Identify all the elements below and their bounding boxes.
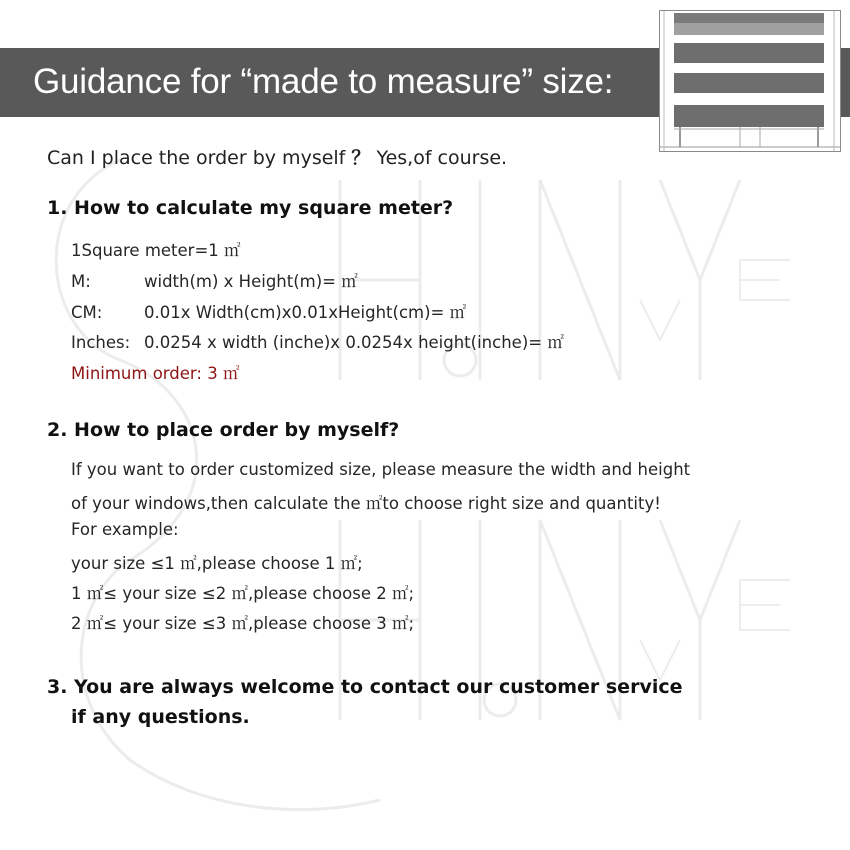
instruction-line: For example: <box>71 520 179 539</box>
formula-label: Inches: <box>71 333 131 352</box>
intro-answer: Yes,of course. <box>376 147 508 169</box>
section3-heading-line1: 3. You are always welcome to contact our customer service <box>47 676 683 698</box>
formula-row-cm <box>71 299 466 323</box>
page-title: Guidance for “made to measure” size: <box>33 62 614 101</box>
section1-heading: 1. How to calculate my square meter? <box>47 197 454 219</box>
intro-question: Can I place the order by myself <box>47 147 346 169</box>
instruction-line: If you want to order customized size, please measure the width and height <box>71 460 691 479</box>
example-line: 1 ㎡≤ your size ≤2 ㎡,please choose 2 ㎡; <box>71 584 415 603</box>
formula-text: 0.0254 x width (inche)x 0.0254x height(inche)= ㎡ <box>144 333 564 352</box>
product-thumbnail <box>659 10 841 152</box>
example-line: 2 ㎡≤ your size ≤3 ㎡,please choose 3 ㎡; <box>71 614 415 633</box>
formula-row-m <box>71 268 358 292</box>
square-meter-definition: 1Square meter=1 ㎡ <box>71 241 241 260</box>
section3-heading <box>47 672 683 732</box>
minimum-order-note: Minimum order: 3 ㎡ <box>71 364 240 383</box>
formula-label: CM: <box>71 303 103 322</box>
section2-heading: 2. How to place order by myself? <box>47 419 400 441</box>
zebra-blind-illustration <box>660 11 840 151</box>
section3-heading-line2: if any questions. <box>71 706 250 728</box>
example-line: your size ≤1 ㎡,please choose 1 ㎡; <box>71 554 363 573</box>
intro-question-mark: ？ <box>351 147 371 169</box>
formula-label: M: <box>71 272 91 291</box>
intro-line <box>47 143 507 170</box>
formula-row-inches <box>71 329 564 353</box>
instruction-line: of your windows,then calculate the ㎡to choose right size and quantity! <box>71 494 661 513</box>
formula-text: width(m) x Height(m)= ㎡ <box>144 272 358 291</box>
formula-text: 0.01x Width(cm)x0.01xHeight(cm)= ㎡ <box>144 303 467 322</box>
